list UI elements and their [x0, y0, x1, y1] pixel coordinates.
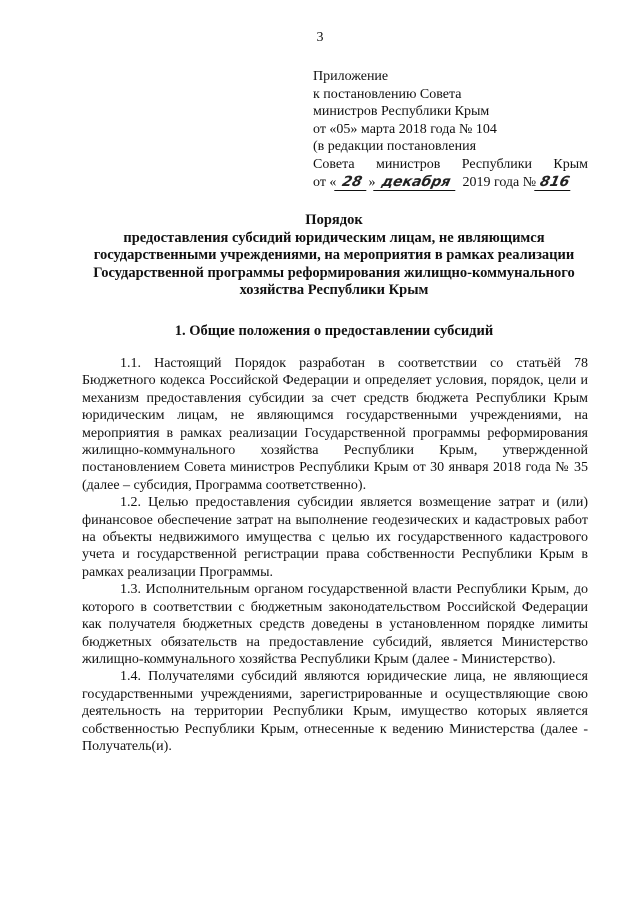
- appendix-header: [313, 68, 588, 191]
- date-prefix: от «: [313, 174, 337, 190]
- appendix-line: от «05» марта 2018 года № 104: [313, 121, 497, 137]
- section-heading: 1. Общие положения о предоставлении субсидий: [174, 323, 494, 339]
- appendix-word: Совета: [313, 156, 355, 172]
- appendix-word: министров: [375, 156, 441, 172]
- title-line: Государственной программы реформирования жилищно-коммунального: [93, 264, 575, 281]
- handwritten-number: 816: [534, 174, 574, 191]
- handwritten-day: 28: [335, 174, 371, 191]
- title-line: хозяйства Республики Крым: [239, 282, 429, 299]
- appendix-line: (в редакции постановления: [313, 139, 477, 155]
- appendix-line: министров Республики Крым: [313, 104, 490, 120]
- title-line: предоставления субсидий юридическим лицам, не являющимся: [123, 229, 545, 246]
- appendix-word: Республики: [461, 156, 532, 172]
- paragraph-1-4: 1.4. Получателями субсидий являются юридические лица, не являющиеся государственными учреждениями, зарегистрированные и осуществляющие свою деятельность на территории Республики Крым, имущество которых является собственностью Республики Крым, отнесенные к ведению Министерства (далее - Получатель(и).: [82, 669, 588, 754]
- amendment-date-line: [313, 174, 588, 192]
- appendix-line: Приложение: [313, 69, 389, 84]
- title-line: государственными учреждениями, на мероприятия в рамках реализации: [93, 247, 575, 264]
- handwritten-month: декабря: [374, 174, 460, 191]
- body-text: [82, 355, 588, 755]
- date-year: 2019 года №: [462, 174, 537, 190]
- appendix-line-justified: [313, 156, 588, 174]
- title-line: Порядок: [305, 212, 363, 228]
- appendix-line: к постановлению Совета: [313, 86, 462, 102]
- date-quote-close: »: [368, 174, 376, 190]
- page-number: 3: [316, 30, 324, 45]
- paragraph-1-3: 1.3. Исполнительным органом государственной власти Республики Крым, до которого в соответствии с бюджетным законодательством Российской Федерации как получателя бюджетных средств доведены в установленном порядке лимиты бюджетных обязательств на предоставление субсидий, является Министерство жилищно-коммунального хозяйства Республики Крым (далее - Министерство).: [82, 582, 588, 667]
- document-title: [60, 212, 608, 300]
- appendix-word: Крым: [553, 156, 588, 172]
- paragraph-1-1: 1.1. Настоящий Порядок разработан в соответствии со статьёй 78 Бюджетного кодекса Российской Федерации и определяет условия, порядок, цели и механизм предоставления субсидии за счет средств бюджета Республики Крым юридическим лицам, не являющимся государственными учреждениями, на мероприятия в рамках реализации Государственной программы реформирования жилищно-коммунального хозяйства Республики Крым, утвержденной постановлением Совета министров Республики Крым от 30 января 2018 года № 35 (далее – субсидия, Программа соответственно).: [82, 356, 588, 493]
- paragraph-1-2: 1.2. Целью предоставления субсидии является возмещение затрат и (или) финансовое обеспечение затрат на выполнение геодезических и кадастровых работ на объекты недвижимого имущества с целью их государственного кадастрового учета и государственной регистрации права собственности Республики Крым в рамках реализации Программы.: [82, 495, 588, 580]
